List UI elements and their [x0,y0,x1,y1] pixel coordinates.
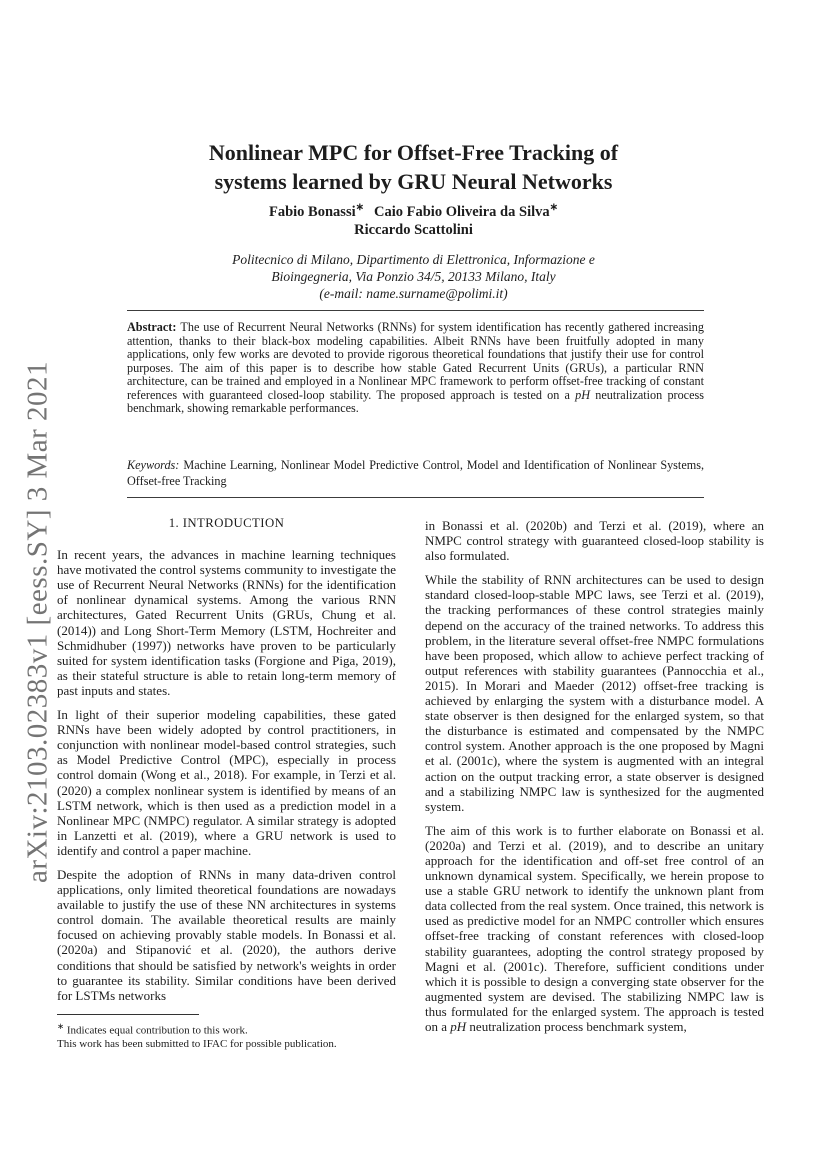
body-paragraph: Despite the adoption of RNNs in many data-driven control applications, only limited theoretical foundations are nowadays available to justify the use of these NN architectures in systems control domain. The available theoretical results are mainly focused on achieving provably stable models. In Bonassi et al. (2020a) and Stipanović et al. (2020), the authors derive conditions that should be satisfied by network's weights in order to guarantee its stability. Similar conditions have been derived for LSTMs networks [57,866,396,1003]
affiliation [0,251,827,302]
footnote-block [57,1014,396,1052]
section-heading-introduction: 1. INTRODUCTION [168,516,285,530]
ph-symbol: pH [575,387,591,402]
author-list [0,203,827,239]
affiliation-line2: Bioingegneria, Via Ponzio 34/5, 20133 Milano, Italy [271,269,556,284]
right-column [425,514,764,1051]
equal-contribution-marker: ∗ [355,202,364,214]
abstract-label: Abstract: [127,320,177,334]
arxiv-stamp: arXiv:2103.02383v1 [eess.SY] 3 Mar 2021 [21,360,54,884]
affiliation-line1: Politecnico di Milano, Dipartimento di Elettronica, Informazione e [232,252,595,267]
footnote-equal-contribution [57,1020,396,1038]
body-paragraph: While the stability of RNN architectures can be used to design standard closed-loop-stable MPC laws, see Terzi et al. (2019), the tracking performances of these control strategies mainly depend on the accuracy of the trained networks. To address this problem, in the literature several offset-free NMPC formulations have been proposed, which allow to achieve perfect tracking of output references with stability guarantees (Pannocchia et al., 2015). In Morari and Maeder (2012) offset-free tracking is achieved by enlarging the system with a disturbance model. A state observer is then designed for the enlarged system, so that the disturbance is estimated and compensated by the NMPC control system. Another approach is the one proposed by Magni et al. (2001c), where the system is augmented with an integral action on the output tracking error, a state observer is designed and a stabilizing NMPC law is synthesized for the augmented system. [425,572,764,814]
keywords-text: Machine Learning, Nonlinear Model Predictive Control, Model and Identification of Nonlinear Systems, Offset-free Tracking [127,458,704,488]
two-column-body [57,514,764,1051]
keywords [127,458,704,489]
keywords-label: Keywords: [127,458,180,472]
body-paragraph: In recent years, the advances in machine learning techniques have motivated the control systems community to investigate the use of Recurrent Neural Networks (RNNs) for the identification of nonlinear dynamical systems. Among the various RNN architectures, Gated Recurrent Units (GRUs, Chung et al. (2014)) and Long Short-Term Memory (LSTM, Hochreiter and Schmidhuber (1997)) networks have proven to be particularly suited for system identification tasks (Forgione and Piga, 2019), as their stateful structure is able to retain long-term memory of past inputs and states. [57,547,396,698]
abstract [127,321,704,416]
ph-symbol: pH [450,1019,467,1034]
paper-title-line1: Nonlinear MPC for Offset-Free Tracking of [208,140,619,165]
abstract-text: neutralization process benchmark, showing remarkable performances. [127,387,704,415]
abstract-text: The use of Recurrent Neural Networks (RNNs) for system identification has recently gathered increasing attention, thanks to their black-box modeling capabilities. Albeit RNNs have been fruitfully adopted in many applications, only few works are devoted to provide rigorous theoretical foundations that justify their use for control purposes. The aim of this paper is to describe how stable Gated Recurrent Units (GRUs), a particular RNN architecture, can be trained and employed in a Nonlinear MPC framework to perform offset-free tracking of constant references with guaranteed closed-loop stability. The proposed approach is tested on a [127,320,704,402]
footnote-submission-note: This work has been submitted to IFAC for possible publication. [57,1037,337,1050]
author-1: Fabio Bonassi [268,204,356,220]
body-text: neutralization process benchmark system, [466,1019,687,1034]
affiliation-email: (e-mail: name.surname@polimi.it) [319,286,508,301]
paper-title [0,138,827,196]
body-paragraph [425,823,764,1034]
divider-below-keywords [127,497,704,498]
equal-contribution-marker: ∗ [549,202,559,214]
body-paragraph: In light of their superior modeling capabilities, these gated RNNs have been widely adopted by control practitioners, in conjunction with nonlinear model-based control strategies, such as Model Predictive Control (MPC), especially in process control domain (Wong et al., 2018). For example, in Terzi et al. (2020) a complex nonlinear system is identified by means of an LSTM network, which is then used as a prediction model in a Nonlinear MPC (NMPC) regulator. A similar strategy is adopted in Lanzetti et al. (2019), where a GRU network is used to identify and control a paper machine. [57,707,396,858]
footnote-marker: ∗ [57,1020,65,1031]
paper-title-line2: systems learned by GRU Neural Networks [214,169,613,194]
divider-above-abstract [127,310,704,311]
body-paragraph: in Bonassi et al. (2020b) and Terzi et al. (2019), where an NMPC control strategy with guaranteed closed-loop stability is also formulated. [425,518,764,564]
left-column [57,514,396,1051]
author-2: Caio Fabio Oliveira da Silva [374,204,550,220]
author-3: Riccardo Scattolini [354,222,473,238]
footnote-divider [57,1014,199,1015]
body-text: The aim of this work is to further elaborate on Bonassi et al. (2020a) and Terzi et al. (2019), and to describe an unitary approach for the identification and off-set free control of an unknown dynamical system. Specifically, we herein propose to use a stable GRU network to identify the unknown plant from data collected from the real system. Once trained, this network is used as predictive model for an NMPC controller which ensures offset-free tracking of constant references with closed-loop stability guarantees, adopting the control strategy proposed by Magni et al. (2001c). Therefore, sufficient conditions under which it is possible to design a converging state observer for the augmented system are devised. The stabilizing NMPC law is thus formulated for the enlarged system. The approach is tested on a [425,822,764,1034]
footnote-text: Indicates equal contribution to this work. [66,1024,248,1037]
